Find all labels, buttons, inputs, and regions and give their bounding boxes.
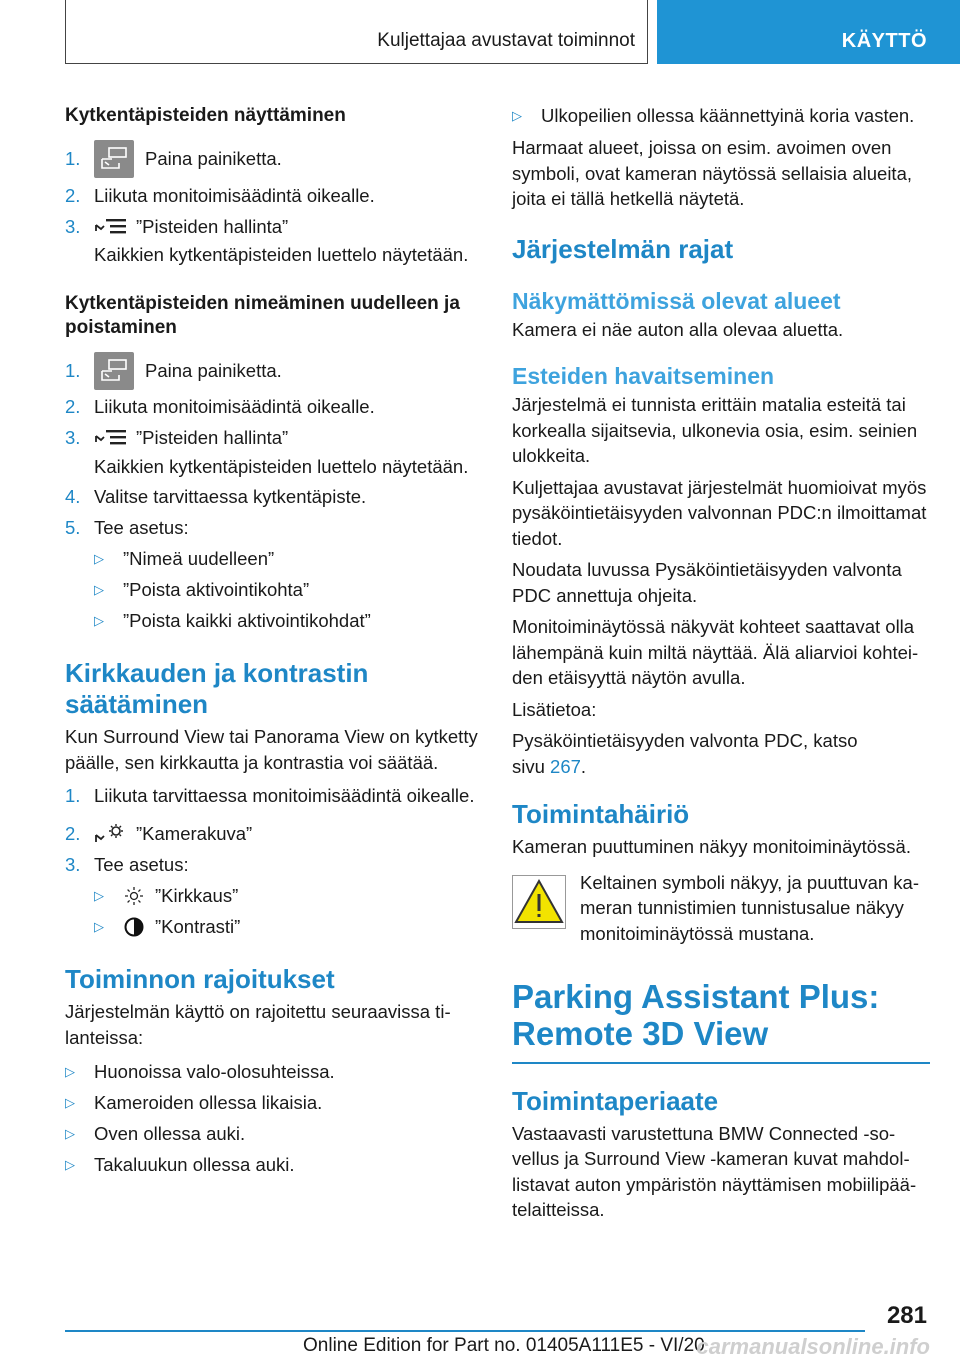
step-text: Tee asetus:: [94, 853, 189, 875]
option-text: ”Poista kaikki aktivointikohdat”: [123, 609, 371, 631]
step-text: Liikuta monitoimisäädintä oikealle.: [94, 396, 375, 417]
parking-view-button-icon: [94, 140, 134, 178]
step-number: 3.: [65, 853, 81, 875]
step-text: ”Kamerakuva”: [136, 822, 253, 844]
chapter-label: KÄYTTÖ: [841, 30, 927, 52]
list-item: [65, 423, 480, 454]
right-column: [512, 100, 930, 1223]
edition-text: Online Edition for Part no. 01405A111E5 - VI/20: [303, 1335, 705, 1356]
list-item: [94, 911, 480, 942]
option-text: ”Kirkkaus”: [155, 884, 239, 906]
obstacle-para: Noudata luvussa Pysäköintietäisyyden valvonta PDC annettuja ohjeita.: [512, 559, 902, 606]
display-steps: [65, 138, 480, 268]
heading-brightness: Kirkkauden ja kontrastin säätäminen: [65, 658, 369, 719]
heading-remote-3d-view: Parking Assistant Plus: Remote 3D View: [512, 978, 880, 1052]
limitations-intro: Järjestelmän käyttö on rajoitettu seuraavissa tilanteissa:: [65, 1001, 451, 1048]
xref-prefix: sivu: [512, 755, 551, 777]
list-item: [65, 849, 480, 880]
heading-invisible-areas: Näkymättömissä olevat alueet: [512, 287, 841, 314]
list-item: [94, 880, 480, 911]
heading-system-limits: Järjestelmän rajat: [512, 233, 734, 264]
footer-divider: [65, 1330, 865, 1332]
list-item: [65, 1087, 480, 1118]
step-text: Paina painiketta.: [145, 148, 282, 169]
invisible-areas-text: Kamera ei näe auton alla olevaa aluetta.: [512, 318, 844, 340]
step-number: 1.: [65, 785, 81, 806]
dark-areas-text: Harmaat alueet, joissa on esim. avoimen oven symboli, ovat kameran näytössä sellaisia alueita, joita ei tällä hetkellä näytetä.: [512, 137, 912, 209]
warning-text: Keltainen symboli näkyy, ja puuttuvan kameran tunnistimien tunnistusalue näkyy monitoiminäytössä mustana.: [580, 871, 920, 944]
points-list-icon: [94, 216, 128, 238]
obstacle-para: Kuljettajaa avustavat järjestelmät huomioivat myös pysäköintietäisyyden valvonnan PDC:n ilmoittamat tiedot.: [512, 476, 927, 549]
warning-triangle-icon: [512, 875, 566, 929]
list-item: [65, 512, 480, 543]
heading-obstacle-detection: Esteiden havaitseminen: [512, 363, 775, 389]
brightness-intro: Kun Surround View tai Panorama View on kytketty päälle, sen kirkkautta ja kontrastia voi säätää.: [65, 726, 478, 773]
step-text: ”Pisteiden hallinta”: [136, 215, 289, 237]
list-item: [65, 138, 480, 180]
camera-settings-icon: [94, 823, 128, 845]
rename-options: [65, 543, 480, 636]
step-text: ”Pisteiden hallinta”: [136, 427, 289, 448]
watermark: carmanualsonline.info: [696, 1334, 930, 1359]
step-number: 5.: [65, 516, 81, 538]
step-number: 1.: [65, 148, 81, 169]
rename-steps: [65, 350, 480, 637]
chapter-tab[interactable]: [657, 0, 960, 64]
list-item: [65, 481, 480, 512]
page-number: 281: [886, 1302, 927, 1329]
step-text: Valitse tarvittaessa kytkentäpiste.: [94, 485, 367, 507]
page-link[interactable]: 267: [550, 755, 581, 777]
item-text: Kameroiden ollessa likaisia.: [94, 1091, 323, 1113]
parking-view-button-icon: [94, 352, 134, 390]
heading-limitations: Toiminnon rajoitukset: [65, 964, 335, 994]
list-item: [65, 392, 480, 423]
malfunction-text: Kameran puuttuminen näkyy monitoiminäytössä.: [512, 836, 911, 857]
obstacle-para: Lisätietoa:: [512, 698, 597, 720]
brightness-sun-icon: [123, 885, 145, 907]
list-item: [65, 350, 480, 392]
heading-malfunction: Toimintahäiriö: [512, 799, 690, 829]
option-text: ”Kontrasti”: [155, 915, 241, 937]
heading-display-points: Kytkentäpisteiden näyttäminen: [65, 105, 346, 126]
xref-suffix: .: [580, 755, 587, 777]
step-number: 2.: [65, 184, 81, 206]
step-text: Paina painiketta.: [145, 359, 282, 381]
points-list-icon: [94, 427, 128, 449]
item-text: Ulkopeilien ollessa käännettyinä koria vasten.: [541, 104, 915, 126]
bullet-triangle-icon: ▷: [94, 612, 104, 628]
step-note: Kaikkien kytkentäpisteiden luettelo näytetään.: [94, 244, 469, 265]
bullet-triangle-icon: ▷: [512, 107, 522, 123]
brightness-steps: [65, 783, 480, 942]
item-text: Oven ollessa auki.: [94, 1122, 246, 1144]
list-item: [65, 1056, 480, 1087]
obstacle-para: Monitoiminäytössä näkyvät kohteet saattavat olla lähempänä kuin miltä näyttää. Älä aliarvioi kohteiden etäisyyttä näytön avulla.: [512, 616, 919, 688]
bullet-triangle-icon: ▷: [94, 581, 104, 597]
cross-reference: [512, 728, 930, 779]
bullet-triangle-icon: ▷: [65, 1156, 75, 1172]
step-number: 1.: [65, 359, 81, 381]
heading-principle: Toimintaperiaate: [512, 1085, 719, 1116]
list-item: [65, 1118, 480, 1149]
bullet-triangle-icon: ▷: [94, 887, 104, 903]
list-item: [65, 211, 480, 242]
bullet-triangle-icon: ▷: [65, 1125, 75, 1141]
section-divider: [512, 1062, 930, 1064]
brightness-options: [65, 880, 480, 942]
list-item: [512, 100, 930, 131]
item-text: Takaluukun ollessa auki.: [94, 1153, 295, 1175]
header-box: [65, 0, 648, 64]
bullet-triangle-icon: ▷: [94, 918, 104, 934]
list-item: [65, 818, 480, 849]
step-number: 3.: [65, 215, 81, 237]
bullet-triangle-icon: ▷: [65, 1094, 75, 1110]
left-column: [65, 100, 480, 1180]
limitations-list: [65, 1056, 480, 1180]
step-number: 2.: [65, 396, 81, 417]
list-item: [65, 783, 480, 814]
step-number: 3.: [65, 427, 81, 448]
bullet-triangle-icon: ▷: [94, 550, 104, 566]
section-title: Kuljettajaa avustavat toiminnot: [377, 30, 635, 51]
step-text: Liikuta tarvittaessa monitoimisäädintä oikealle.: [94, 785, 475, 806]
step-number: 2.: [65, 822, 81, 844]
list-item: [65, 180, 480, 211]
step-note: Kaikkien kytkentäpisteiden luettelo näytetään.: [94, 455, 469, 477]
step-text: Tee asetus:: [94, 516, 189, 538]
step-text: Liikuta monitoimisäädintä oikealle.: [94, 184, 375, 206]
step-number: 4.: [65, 485, 81, 507]
principle-text: Vastaavasti varustettuna BMW Connected -sovellus ja Surround View -kameran kuvat mahdollistavat auton ympäristön näyttämisen mobiilipäätelaitteissa.: [512, 1122, 917, 1220]
contrast-icon: [123, 916, 145, 938]
item-text: Huonoissa valo-olosuhteissa.: [94, 1060, 335, 1082]
list-item: [94, 574, 480, 605]
bullet-triangle-icon: ▷: [65, 1063, 75, 1079]
list-item: [94, 605, 480, 636]
heading-rename-points: Kytkentäpisteiden nimeäminen uudelleen ja poistaminen: [65, 292, 460, 338]
option-text: ”Poista aktivointikohta”: [123, 578, 310, 600]
option-text: ”Nimeä uudelleen”: [123, 547, 275, 569]
xref-text: Pysäköintietäisyyden valvonta PDC, katso: [512, 730, 858, 751]
list-item: [94, 543, 480, 574]
list-item: [65, 1149, 480, 1180]
obstacle-para: Järjestelmä ei tunnista erittäin matalia esteitä tai korkealla sijaitsevia, ulkonevia osia, esim. seinien ulokkeita.: [512, 394, 918, 466]
warning-block: [512, 870, 930, 947]
